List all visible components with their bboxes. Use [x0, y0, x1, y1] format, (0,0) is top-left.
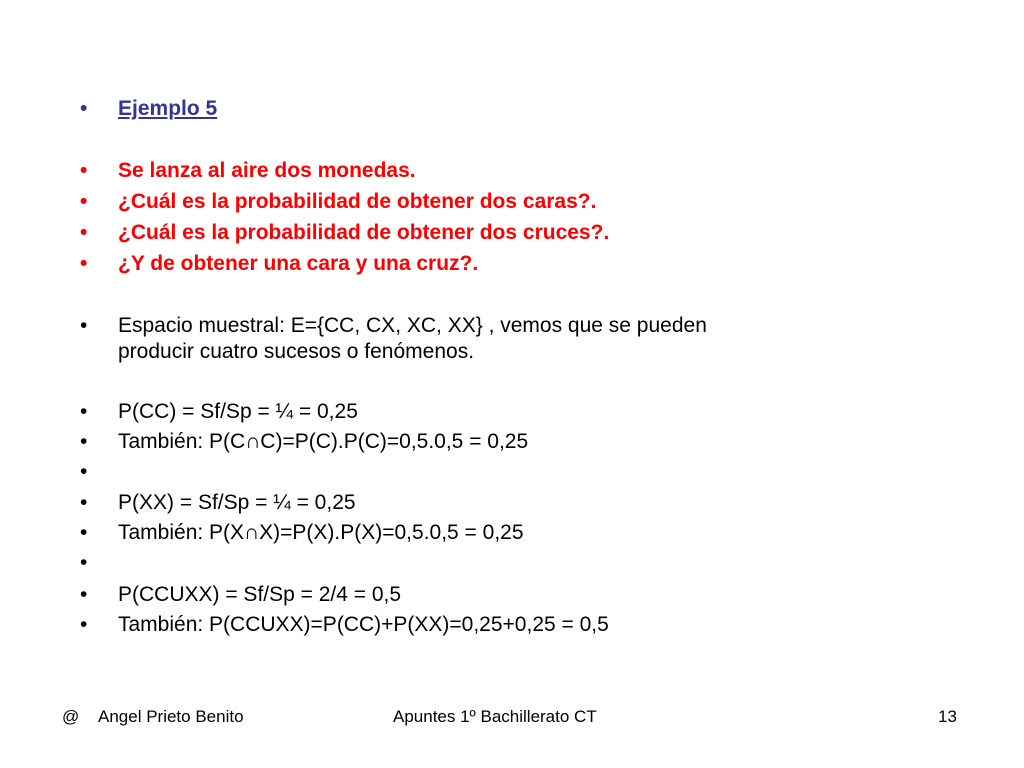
result-line-5: • También: P(X∩X)=P(X).P(X)=0,5.0,5 = 0,25 [118, 520, 938, 546]
question-line-3: • ¿Cuál es la probabilidad de obtener dos cruces?. [118, 220, 938, 246]
footer-course: Apuntes 1º Bachillerato CT [393, 707, 597, 726]
question-line-2: • ¿Cuál es la probabilidad de obtener dos caras?. [118, 189, 938, 215]
footer-author: Angel Prieto Benito [98, 707, 244, 726]
footer-page-number: 13 [938, 707, 957, 726]
sample-space-item [118, 313, 938, 365]
footer-at-symbol: @ [62, 707, 80, 726]
question-line-4: • ¿Y de obtener una cara y una cruz?. [118, 251, 938, 277]
result-line-8: • También: P(CCUXX)=P(CC)+P(XX)=0,25+0,25 = 0,5 [118, 612, 938, 638]
result-line-1: • P(CC) = Sf/Sp = ¼ = 0,25 [118, 399, 938, 425]
result-line-7: • P(CCUXX) = Sf/Sp = 2/4 = 0,5 [118, 582, 938, 608]
question-line-1: • Se lanza al aire dos monedas. [118, 158, 938, 184]
result-line-4: • P(XX) = Sf/Sp = ¼ = 0,25 [118, 490, 938, 516]
sample-space-line-2: producir cuatro sucesos o fenómenos. [118, 340, 475, 363]
sample-space-line-1: Espacio muestral: E={CC, CX, XC, XX} , vemos que se pueden [118, 314, 707, 337]
result-line-2: • También: P(C∩C)=P(C).P(C)=0,5.0,5 = 0,25 [118, 429, 938, 455]
slide-title: • Ejemplo 5 [118, 96, 938, 122]
